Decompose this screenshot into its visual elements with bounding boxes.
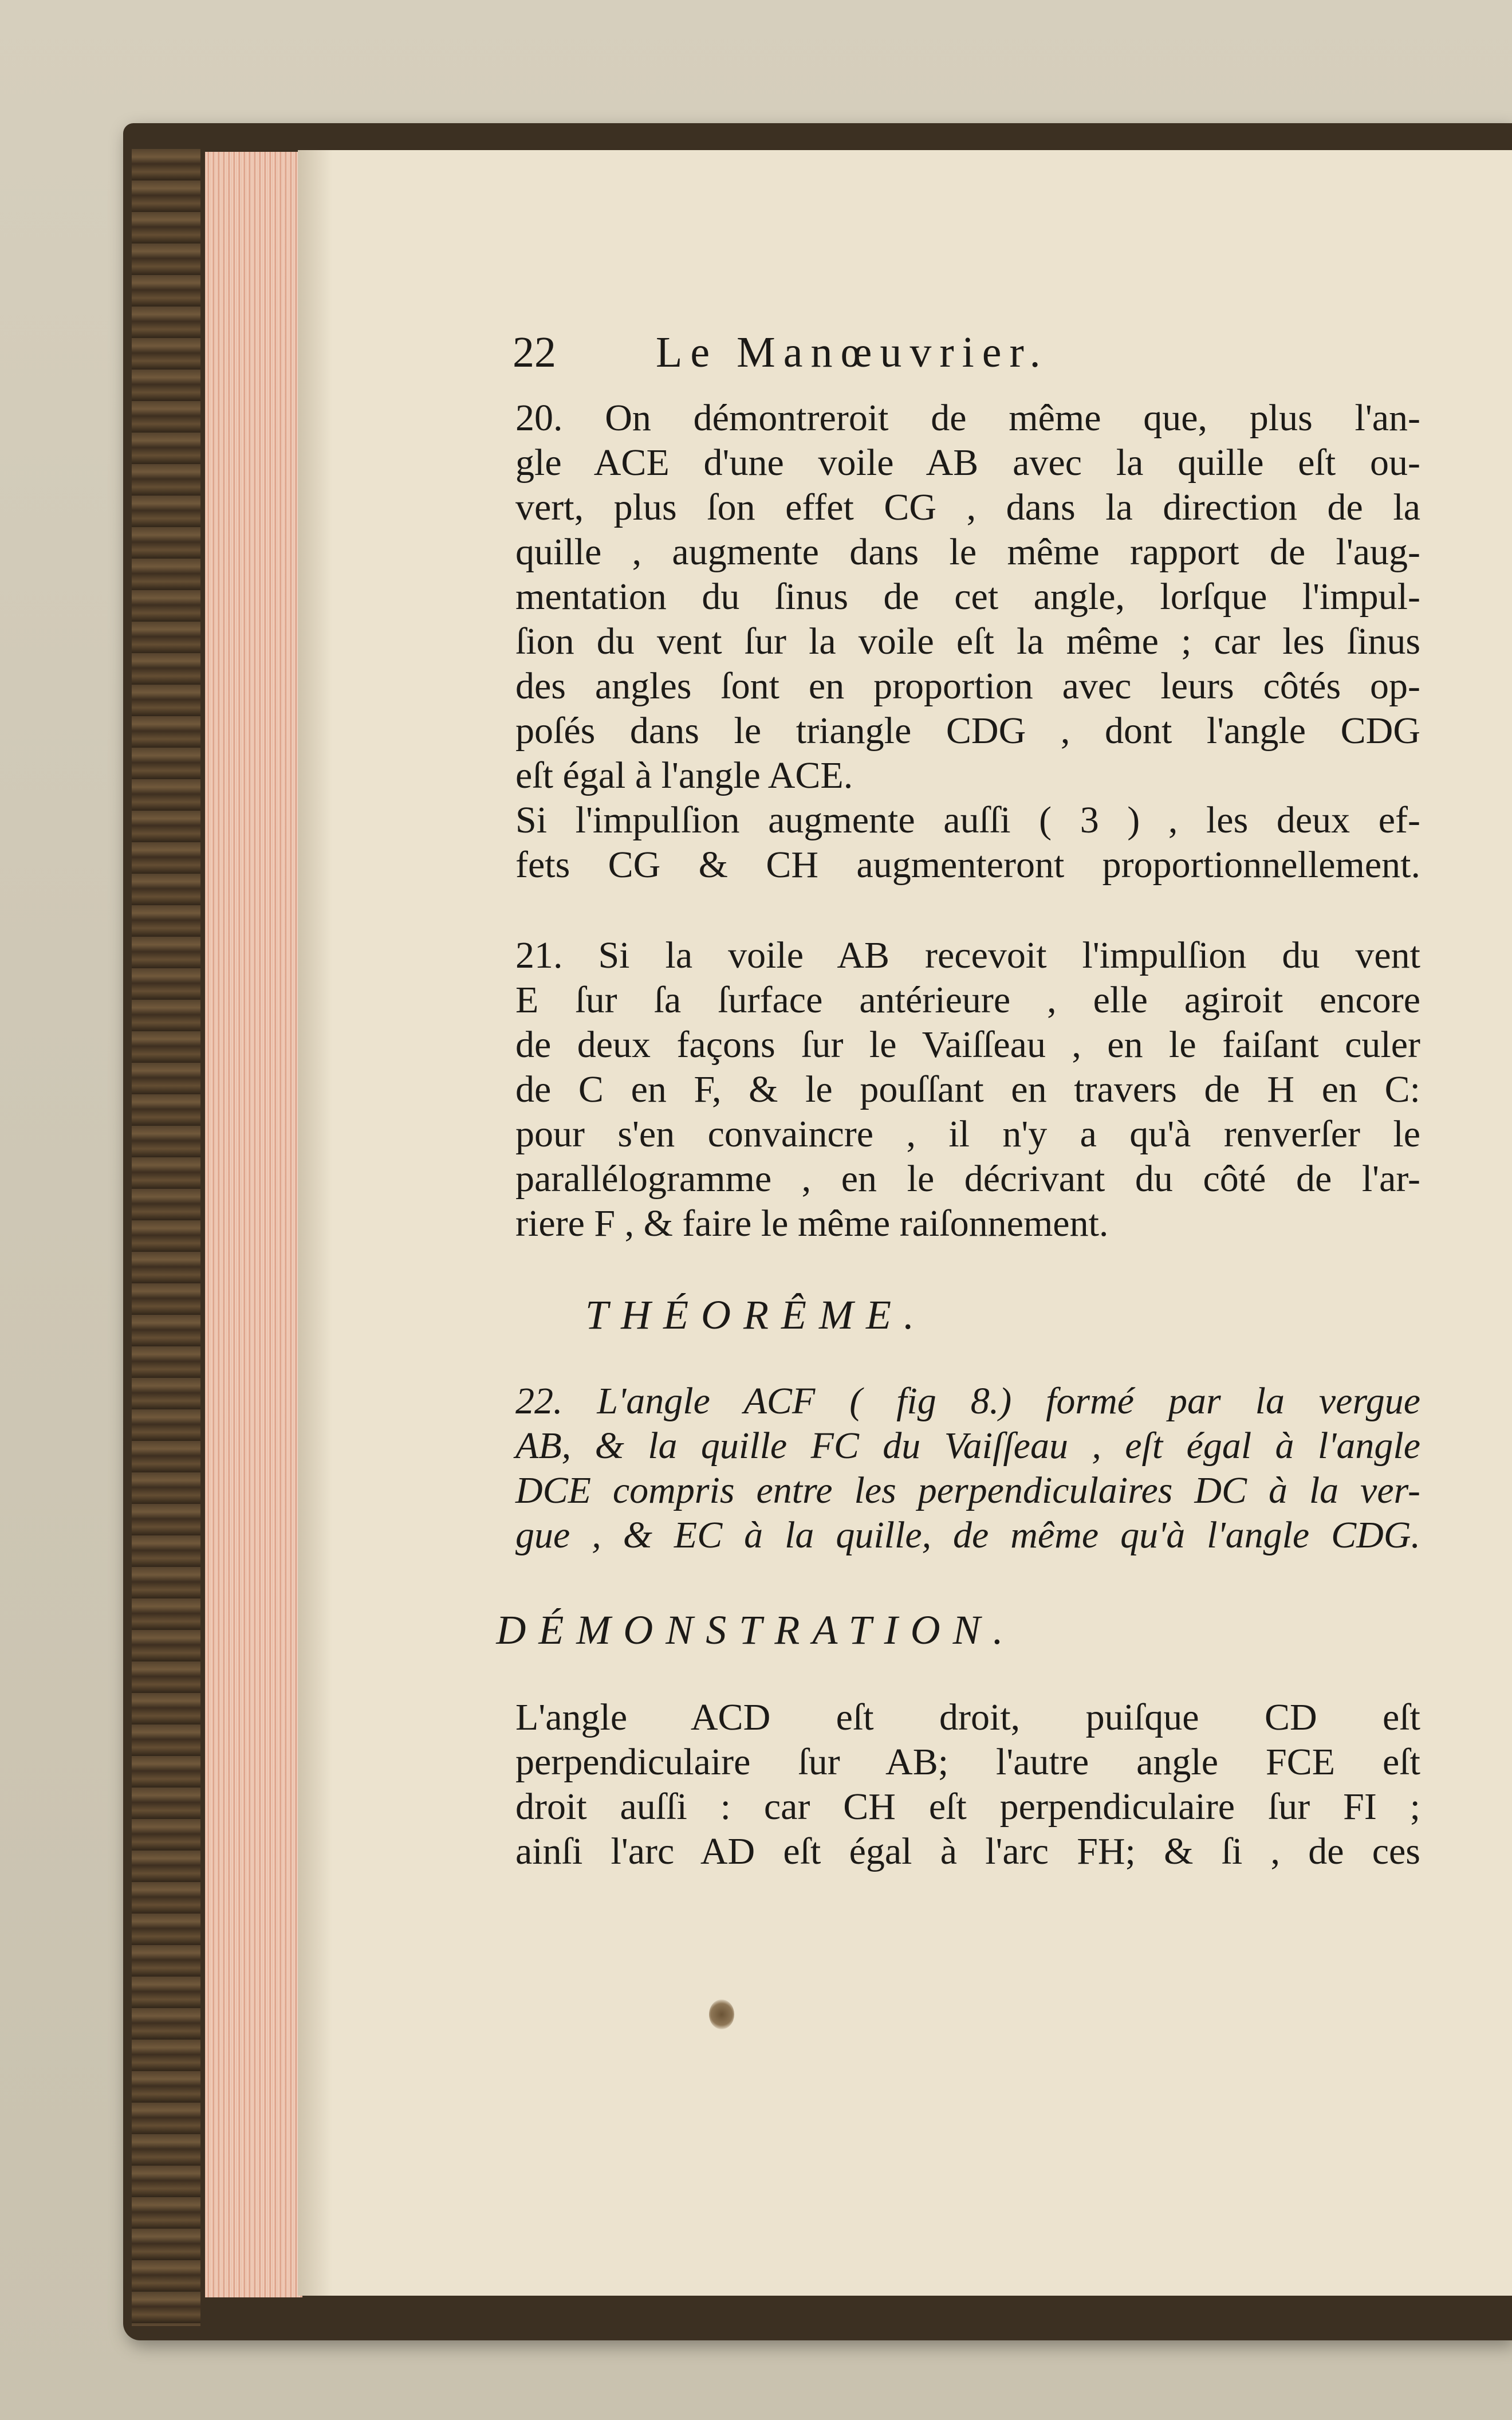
text-line: 20. On démontreroit de même que, plus l'an-	[515, 397, 1420, 439]
text-line: 22. L'angle ACF ( fig 8.) formé par la vergue	[515, 1380, 1420, 1422]
text-line: droit auſſi : car CH eſt perpendiculaire ſur FI ;	[515, 1786, 1420, 1828]
text-line: L'angle ACD eſt droit, puiſque CD eſt	[515, 1696, 1420, 1738]
demonstration-heading: DÉMONSTRATION.	[496, 1607, 1016, 1653]
paper-stain	[709, 1999, 734, 2029]
text-line: ſion du vent ſur la voile eſt la même ; car les ſinus	[515, 620, 1420, 662]
text-line: fets CG & CH augmenteront proportionnellement.	[515, 844, 1420, 886]
text-line: eſt égal à l'angle ACE.	[515, 755, 853, 796]
text-line: de C en F, & le pouſſant en travers de H en C:	[515, 1068, 1420, 1110]
text-line: gue , & EC à la quille, de même qu'à l'angle CDG.	[515, 1514, 1420, 1556]
theorem-heading: THÉORÊME.	[585, 1292, 927, 1338]
text-line: de deux façons ſur le Vaiſſeau , en le faiſant culer	[515, 1024, 1420, 1066]
text-line: perpendiculaire ſur AB; l'autre angle FCE eſt	[515, 1741, 1420, 1783]
text-line: des angles ſont en proportion avec leurs côtés op-	[515, 665, 1420, 707]
text-line: ainſi l'arc AD eſt égal à l'arc FH; & ſi , de ces	[515, 1830, 1420, 1872]
text-line: riere F , & faire le même raiſonnement.	[515, 1203, 1109, 1244]
text-line: gle ACE d'une voile AB avec la quille eſt ou-	[515, 442, 1420, 484]
text-line: quille , augmente dans le même rapport de l'aug-	[515, 531, 1420, 573]
text-line: AB, & la quille FC du Vaiſſeau , eſt égal à l'angle	[515, 1425, 1420, 1467]
text-line: poſés dans le triangle CDG , dont l'angle CDG	[515, 710, 1420, 752]
text-line: mentation du ſinus de cet angle, lorſque l'impul-	[515, 576, 1420, 618]
text-line: 21. Si la voile AB recevoit l'impulſion du vent	[515, 934, 1420, 976]
text-line: E ſur ſa ſurface antérieure , elle agiroit encore	[515, 979, 1420, 1021]
text-line: Si l'impulſion augmente auſſi ( 3 ) , les deux ef-	[515, 799, 1420, 841]
text-line: parallélogramme , en le décrivant du côté de l'ar-	[515, 1158, 1420, 1200]
text-line: pour s'en convaincre , il n'y a qu'à renverſer le	[515, 1113, 1420, 1155]
running-header	[513, 327, 1498, 378]
text-line: vert, plus ſon effet CG , dans la direction de la	[515, 486, 1420, 528]
running-title: Le Manœuvrier.	[656, 328, 1049, 376]
page-number: 22	[513, 328, 556, 376]
text-line: DCE compris entre les perpendiculaires DC à la ver-	[515, 1470, 1420, 1511]
